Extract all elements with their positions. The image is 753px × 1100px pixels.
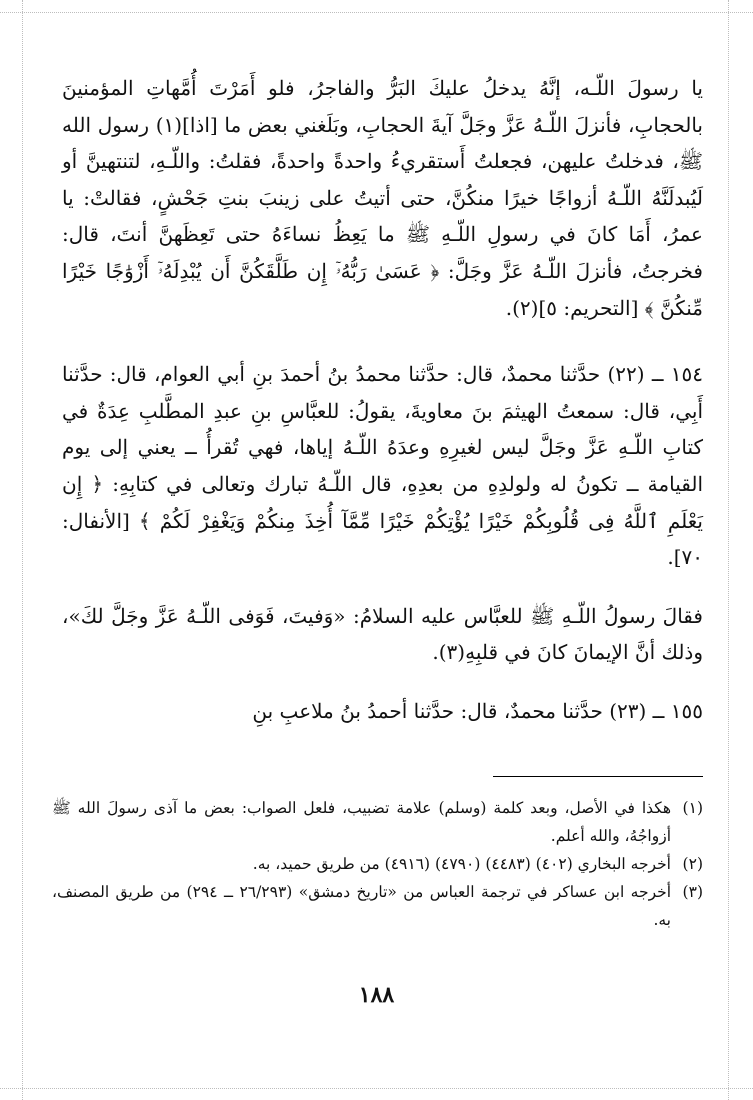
footnotes xyxy=(52,794,703,934)
paragraph-hadith-154: ١٥٤ ــ (٢٢) حدَّثنا محمدٌ، قال: حدَّثنا محمدُ بنُ أحمدَ بنِ أبي العوام، قال: حدَّثنا أَبِي، قال: سمعتُ الهيثمَ بنَ معاويةَ، يقولُ: للعبَّاسِ بنِ عبدِ المطَّلبِ عِدَةٌ في كتابِ اللّـهِ عَزَّ وجَلَّ ليس لغيرِهِ وعدَهُ اللّـهُ إياها، فهي تُقرأُ ــ يعني إلى يوم القيامة ــ تكونُ له ولولدِهِ من بعدِهِ، قال اللّـهُ تبارك وتعالى في كتابِهِ: ﴿ إِن يَعْلَمِ ٱللَّهُ فِى قُلُوبِكُمْ خَيْرًا يُؤْتِكُمْ خَيْرًا مِّمَّآ أُخِذَ مِنكُمْ وَيَغْفِرْ لَكُمْ ﴾ [الأنفال: ٧٠]. xyxy=(62,362,703,570)
scan-guide-line xyxy=(0,1088,753,1089)
footnote-text: أخرجه ابن عساكر في ترجمة العباس من «تاريخ دمشق» (٢٦/٢٩٣ ــ ٢٩٤) من طريق المصنف، به. xyxy=(52,883,672,929)
footnote-2 xyxy=(52,850,703,878)
footnote-number: (١) xyxy=(682,799,703,817)
scan-guide-line xyxy=(22,0,23,1100)
scan-guide-line xyxy=(728,0,729,1100)
paragraph-hadith-155: ١٥٥ ــ (٢٣) حدَّثنا محمدٌ، قال: حدَّثنا أحمدُ بنُ ملاعبِ بنِ xyxy=(252,698,703,723)
footnote-text: هكذا في الأصل، وبعد كلمة (وسلم) علامة تضبيب، فلعل الصواب: بعض ما آذى رسولَ الله ﷺ أزواجُهُ، والله أعلم. xyxy=(52,799,671,845)
footnote-3 xyxy=(52,878,703,934)
paragraph-hadith-end: يا رسولَ اللّـه، إنَّهُ يدخلُ عليكَ البَرُّ والفاجرُ، فلو أَمَرْتَ أُمَّهاتِ المؤمنينَ بالحجابِ، فأنزلَ اللّـهُ عَزَّ وجَلَّ آيةَ الحجابِ، وبَلَغني بعض ما [اذا](١) رسول الله ﷺ، فدخلتُ عليهن، فجعلتُ أَستقريءُ واحدةً واحدةً، فقلتُ: واللّـهِ، لتنتهينَّ أو لَيُبدلَنَّهُ اللّـهُ أزواجًا خيرًا منكُنَّ، حتى أتيتُ على زينبَ بنتِ جَحْشٍ، فقالتْ: يا عمرُ، أَمَا كانَ في رسولِ اللّـهِ ﷺ ما يَعِظُ نساءَهُ حتى تَعِظَهنَّ أنتَ، قال: فخرجتُ، فأنزلَ اللّـهُ عَزَّ وجَلَّ: ﴿ عَسَىٰ رَبُّهُۥٓ إِن طَلَّقَكُنَّ أَن يُبْدِلَهُۥٓ أَزْوَٰجًا خَيْرًا مِّنكُنَّ ﴾ [التحريم: ٥](٢). xyxy=(62,76,703,320)
footnote-1 xyxy=(52,794,703,850)
paragraph-prophet-saying: فقالَ رسولُ اللّـهِ ﷺ للعبَّاس عليه السلامُ: «وَفيتَ، فَوَفى اللّـهُ عَزَّ وجَلَّ لكَ»، وذلك أنَّ الإيمانَ كانَ في قلبِهِ(٣). xyxy=(62,603,703,665)
footnote-divider xyxy=(493,776,703,777)
footnote-number: (٢) xyxy=(682,855,703,873)
main-text xyxy=(62,70,703,730)
page-number: ١٨٨ xyxy=(358,982,395,1008)
scan-guide-line xyxy=(0,12,753,13)
footnote-text: أخرجه البخاري (٤٠٢) (٤٤٨٣) (٤٧٩٠) (٤٩١٦) من طريق حميد، به. xyxy=(252,855,671,873)
footnote-number: (٣) xyxy=(682,883,703,901)
